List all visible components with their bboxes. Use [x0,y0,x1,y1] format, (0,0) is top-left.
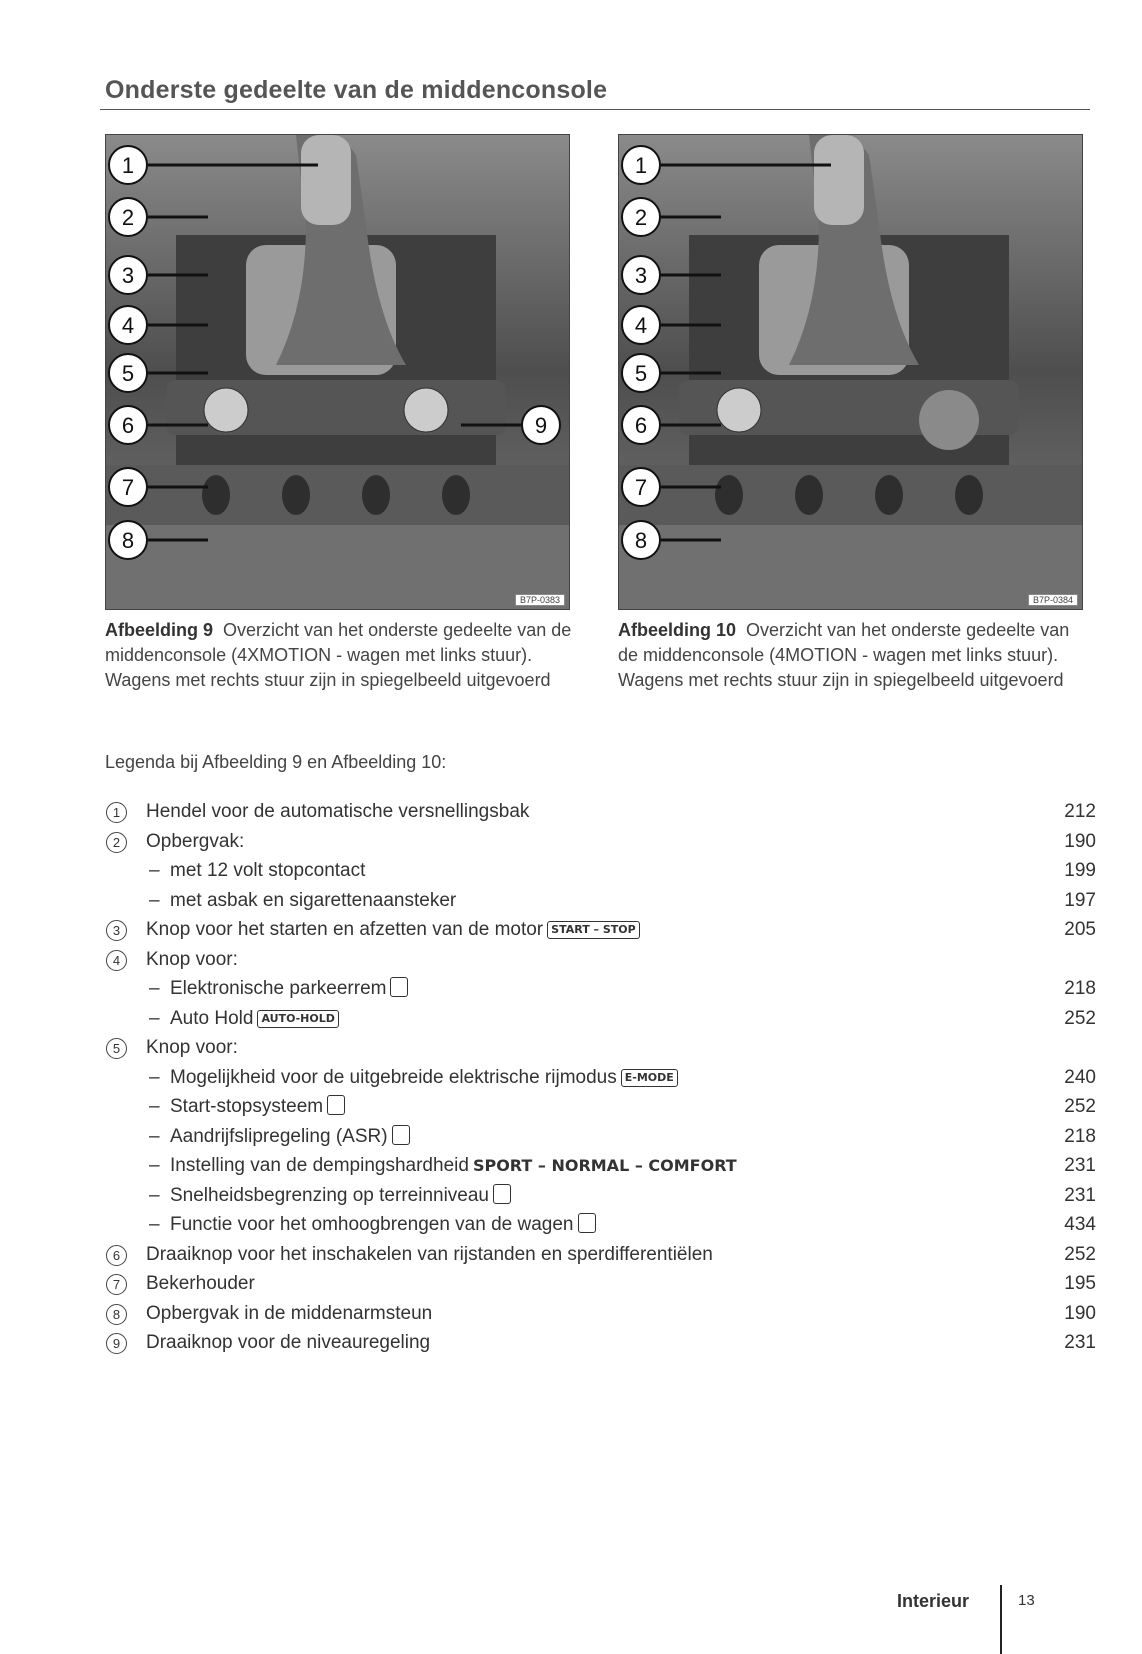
page-reference[interactable]: 197 [1064,889,1096,911]
legend-item [106,915,1096,945]
dash: – [149,1125,160,1147]
console-photo [619,135,1082,609]
legend-text: Opbergvak in de middenarmsteun [146,1302,433,1324]
svg-text:8: 8 [121,528,135,553]
legend-item [106,1063,1096,1093]
dash: – [149,1184,160,1206]
button-label-badge: AUTO-HOLD [257,1010,338,1028]
button-label-badge: START – STOP [547,921,640,939]
legend-item [106,1240,1096,1270]
caption-text: Overzicht van het onderste gedeelte van de middenconsole (4XMOTION - wagen met links stuur). Wagens met rechts stuur zijn in spiegelbeeld uitgevoerd [105,620,572,690]
legend-item [106,1269,1096,1299]
figure-10-image [618,134,1083,610]
svg-text:7: 7 [121,475,135,500]
callout-number: 1 [106,802,127,823]
figure-9-image [105,134,570,610]
legend-text: Opbergvak: [146,830,245,852]
legend-text: Functie voor het omhoogbrengen van de wagen [170,1210,596,1240]
page-reference[interactable]: 252 [1064,1243,1096,1265]
callout-number: 7 [106,1274,127,1295]
legend-item [106,945,1096,975]
footer-divider [1000,1585,1002,1654]
legend-item [106,1299,1096,1329]
legend-item [106,1181,1096,1211]
legend-item [106,1151,1096,1181]
svg-text:2: 2 [634,205,648,230]
raise-vehicle-icon [578,1213,596,1233]
svg-text:5: 5 [634,361,648,386]
callout-number: 2 [106,832,127,853]
svg-text:7: 7 [634,475,648,500]
legend-text: Draaiknop voor het inschakelen van rijstanden en sperdifferentiëlen [146,1243,713,1265]
legend-text: Knop voor: [146,948,238,970]
legend-text: met 12 volt stopcontact [170,860,366,881]
legend-text: Hendel voor de automatische versnellingsbak [146,801,530,822]
caption-label: Afbeelding 10 [618,620,737,640]
page-reference[interactable]: 434 [1064,1214,1096,1235]
dash: – [149,1096,160,1117]
legend-text: Start-stopsysteem [170,1092,345,1122]
page-reference[interactable]: 190 [1064,830,1096,852]
dash: – [149,889,160,911]
legend-text: Draaiknop voor de niveauregeling [146,1332,431,1353]
callout-number: 6 [106,1245,127,1266]
speed-limit-terrain-icon [493,1184,511,1204]
legend-item [106,1092,1096,1122]
dash: – [149,1155,160,1176]
svg-text:8: 8 [634,528,648,553]
page-title: Onderste gedeelte van de middenconsole [105,76,608,104]
legend-list [106,797,1096,1358]
svg-text:3: 3 [634,263,648,288]
page-reference[interactable]: 231 [1064,1184,1096,1206]
asr-icon [392,1125,410,1145]
callout-number: 4 [106,950,127,971]
legend-item [106,1033,1096,1063]
legend-text: Mogelijkheid voor de uitgebreide elektrische rijmodus E-MODE [170,1063,678,1093]
page-number: 13 [1018,1592,1035,1609]
callout-number: 8 [106,1304,127,1325]
legend-text: Snelheidsbegrenzing op terreinniveau [170,1181,511,1211]
legend-item [106,856,1096,886]
callout-number: 9 [106,1333,127,1354]
page-reference[interactable]: 231 [1064,1332,1096,1353]
caption-label: Afbeelding 9 [105,620,214,640]
svg-text:9: 9 [534,413,548,438]
legend-item [106,1328,1096,1358]
dash: – [149,1214,160,1235]
figure-code: B7P-0383 [515,594,565,606]
page-reference[interactable]: 195 [1064,1273,1096,1294]
dash: – [149,978,160,999]
page-reference[interactable]: 252 [1064,1096,1096,1117]
footer-section-title: Interieur [897,1591,970,1611]
dash: – [149,860,160,881]
legend-item [106,886,1096,916]
svg-text:5: 5 [121,361,135,386]
page-reference[interactable]: 199 [1064,860,1096,881]
legend-item [106,1122,1096,1152]
legend-text: met asbak en sigarettenaansteker [170,889,457,911]
figure-10-caption [618,618,1093,693]
page-reference[interactable]: 240 [1064,1066,1096,1088]
legend-item [106,974,1096,1004]
svg-text:6: 6 [121,413,135,438]
legend-item [106,1004,1096,1034]
console-photo [106,135,569,609]
legend-text: Knop voor: [146,1037,238,1058]
svg-text:1: 1 [121,153,135,178]
page-reference[interactable]: 218 [1064,1125,1096,1147]
start-stop-icon [327,1095,345,1115]
callout-number: 5 [106,1038,127,1059]
svg-text:1: 1 [634,153,648,178]
legend-text: Bekerhouder [146,1273,255,1294]
page-reference[interactable]: 190 [1064,1302,1096,1324]
legend-intro: Legenda bij Afbeelding 9 en Afbeelding 10: [105,752,447,772]
page-reference[interactable]: 212 [1064,801,1096,822]
title-rule [100,109,1090,110]
dash: – [149,1066,160,1088]
damping-modes: SPORT – NORMAL – COMFORT [472,1156,737,1175]
parking-brake-icon [390,977,408,997]
button-label-badge: E-MODE [621,1069,678,1087]
svg-text:2: 2 [121,205,135,230]
legend-text: Auto Hold AUTO-HOLD [170,1004,339,1034]
legend-text: Aandrijfslipregeling (ASR) [170,1122,410,1152]
page-reference[interactable]: 205 [1064,919,1096,940]
figure-code: B7P-0384 [1028,594,1078,606]
figure-9-caption [105,618,580,693]
dash: – [149,1007,160,1029]
page-reference[interactable]: 231 [1064,1155,1096,1176]
legend-text: Instelling van de dempingshardheid SPORT – NORMAL – COMFORT [170,1155,737,1176]
page-reference[interactable]: 252 [1064,1007,1096,1029]
legend-item [106,1210,1096,1240]
legend-text: Elektronische parkeerrem [170,974,408,1004]
legend-text: Knop voor het starten en afzetten van de motor START – STOP [146,915,640,945]
callout-number: 3 [106,920,127,941]
legend-item [106,797,1096,827]
legend-item [106,827,1096,857]
svg-text:6: 6 [634,413,648,438]
svg-text:4: 4 [121,313,135,338]
caption-text: Overzicht van het onderste gedeelte van de middenconsole (4MOTION - wagen met links stuur). Wagens met rechts stuur zijn in spiegelbeeld uitgevoerd [618,620,1070,690]
svg-text:4: 4 [634,313,648,338]
svg-text:3: 3 [121,263,135,288]
page-reference[interactable]: 218 [1064,978,1096,999]
